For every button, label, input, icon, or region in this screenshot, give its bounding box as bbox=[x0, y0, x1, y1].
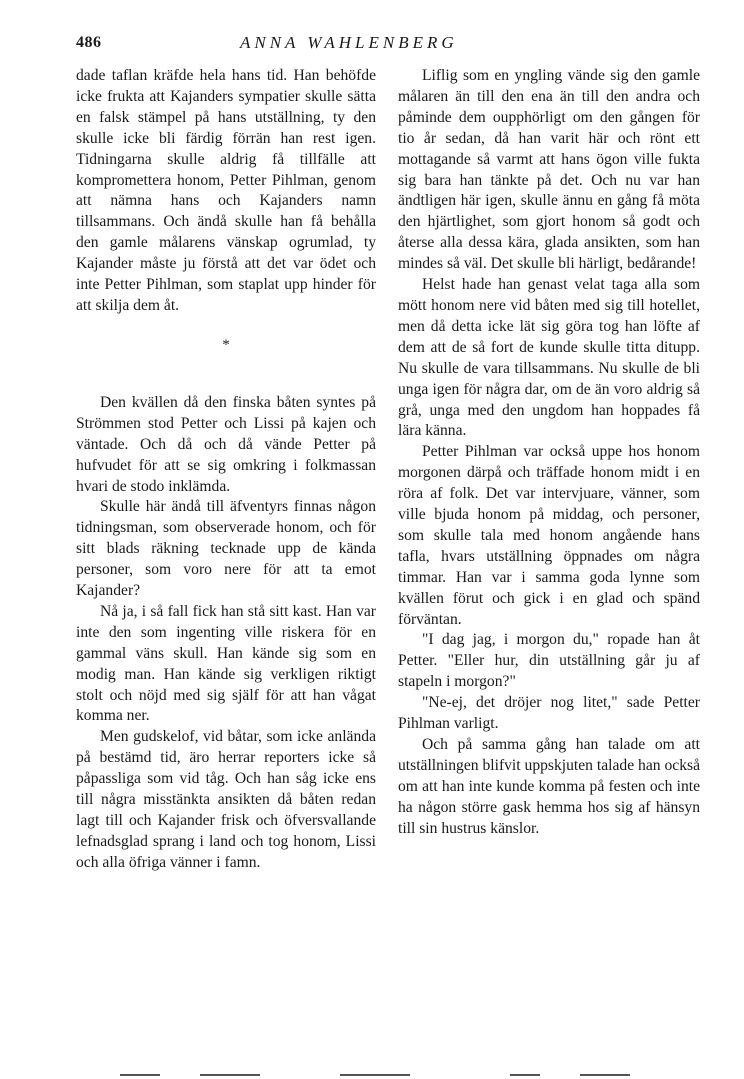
bottom-scan-marks bbox=[110, 1074, 710, 1077]
scan-mark bbox=[580, 1074, 630, 1076]
section-separator: * bbox=[222, 336, 230, 353]
paragraph: Liflig som en yngling vände sig den gamle målaren än till den ena än till den andra och påminde dem oupphörligt om den gången för tio år sedan, då han varit här och rönt ett mottagande så varmt att hans ögon ville fukta sig bara han tänkte på det. Och nu var han ändtligen här igen, skulle ännu en gång få möta den hjärtlighet, som gjort honom så godt och återse alla dessa kära, glada ansikten, som han mindes så väl. Det skulle bli härligt, bedårande! bbox=[398, 67, 700, 273]
paragraph: Men gudskelof, vid båtar, som icke anlända på bestämd tid, äro herrar reporters icke så påpassliga som vid tåg. Och han såg icke ens till några misstänkta ansikten då båten redan lagt till och Kajander frisk och öfversvallande lefnadsglad sprang i land och tog honom, Lissi och alla öfriga vänner i famn. bbox=[76, 728, 376, 871]
paragraph: Och på samma gång han talade om att utställningen blifvit uppskjuten talade han också om att han inte kunde komma på festen och inte ha någon större gask hemma hos sig af hänsyn till sin hustrus känslor. bbox=[398, 736, 700, 837]
running-head: ANNA WAHLENBERG bbox=[240, 33, 458, 52]
scan-mark bbox=[340, 1074, 410, 1076]
left-column bbox=[76, 66, 376, 874]
paragraph: Skulle här ändå till äfventyrs finnas någon tidningsman, som observerade honom, och för sitt blads räkning tecknade upp de kända personer, som voro nere för att ta emot Kajander? bbox=[76, 498, 376, 600]
paragraph: Helst hade han genast velat taga alla som mött honom nere vid båten med sig till hotellet, men då detta icke lät sig göra tog han löfte af dem att de så fort de kunde skulle titta ditupp. Nu skulle de vara tillsammans. Nu skulle de bli unga igen för några dar, om de än voro aldrig så grå, unga med den ungdom han hoppades få lära känna. bbox=[398, 276, 700, 440]
page-number: 486 bbox=[76, 34, 102, 51]
paragraph: Petter Pihlman var också uppe hos honom morgonen därpå och träffade honom midt i en röra af folk. Det var intervjuare, vänner, som ville bjuda honom på middag, och personer, som skulle tala med honom angående hans tafla, hvars utställning öppnades om några timmar. Han var i samma goda lynne som kvällen förut och gick i en glad och spänd förväntan. bbox=[398, 443, 700, 628]
scan-mark bbox=[200, 1074, 260, 1076]
scan-mark bbox=[120, 1074, 160, 1076]
paragraph: dade taflan kräfde hela hans tid. Han behöfde icke frukta att Kajanders sympatier skulle sätta en falsk stämpel på hans utställning, ty den skulle icke bli färdig förrän han rest igen. Tidningarna skulle aldrig få tillfälle att kompromettera honom, Petter Pihlman, genom att nämna hans och Kajanders namn tillsammans. Och ändå skulle han få behålla den gamle målarens vänskap ogrumlad, ty Kajander måste ju förstå att det var ödet och inte Petter Pihlman, som staplat upp hinder för att skilja dem åt. bbox=[76, 67, 376, 314]
paragraph: Den kvällen då den finska båten syntes på Strömmen stod Petter och Lissi på kajen och väntade. Och då och då vände Petter på hufvudet för att se sig omkring i folkmassan hvari de stodo inklämda. bbox=[76, 393, 376, 495]
paragraph: Nå ja, i så fall fick han stå sitt kast. Han var inte den som ingenting ville riskera för en gammal väns skull. Han kände sig som en modig man. Han kände sig verkligen riktigt stolt och nöjd med sig själf för att han vågat komma ner. bbox=[76, 602, 376, 725]
right-column bbox=[398, 66, 700, 840]
paragraph: "I dag jag, i morgon du," ropade han åt Petter. "Eller hur, din utställning går ju af stapeln i morgon?" bbox=[398, 631, 700, 691]
paragraph: "Ne-ej, det dröjer nog litet," sade Petter Pihlman varligt. bbox=[398, 694, 700, 733]
scan-mark bbox=[510, 1074, 540, 1076]
